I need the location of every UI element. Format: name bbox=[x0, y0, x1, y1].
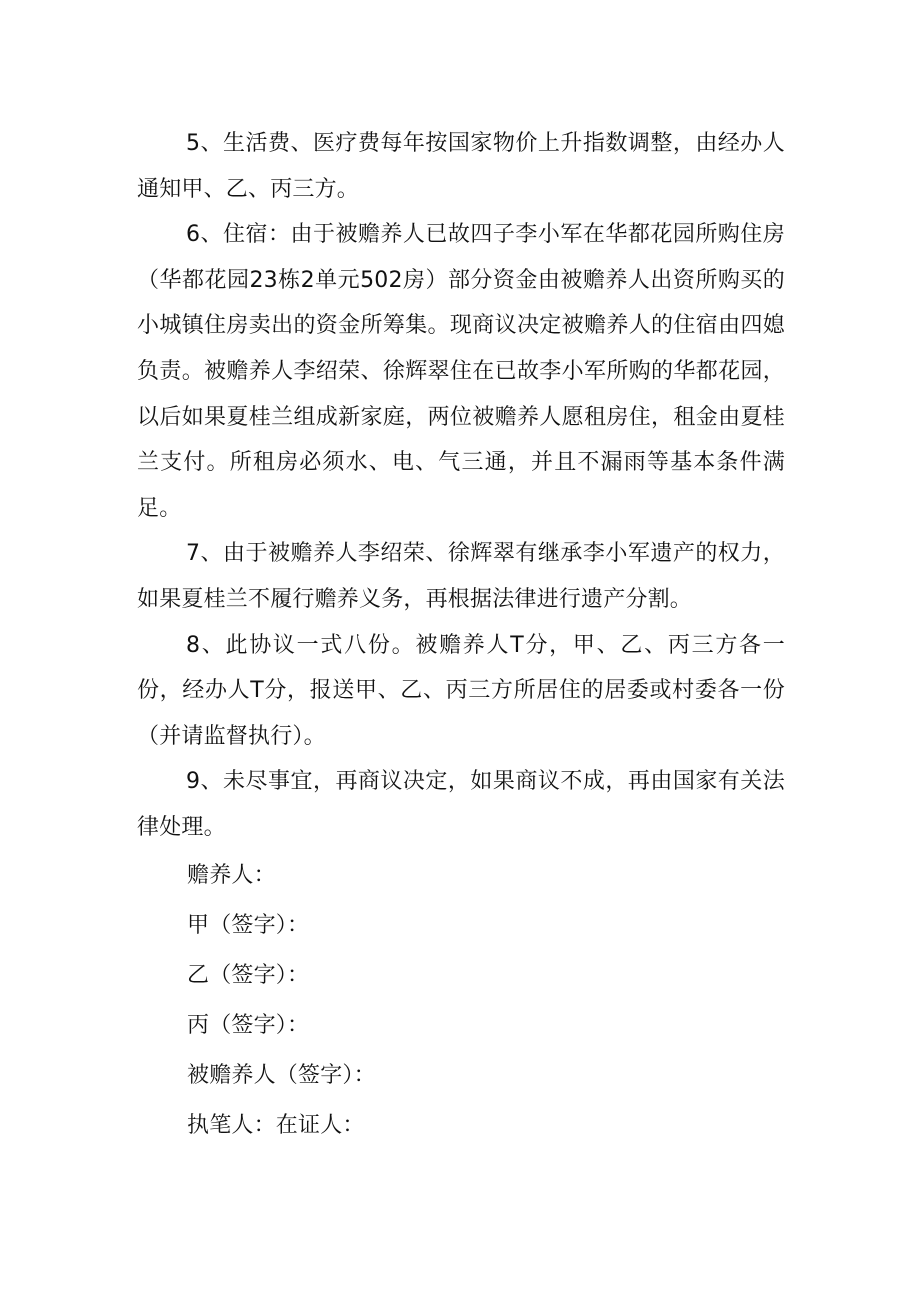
clause-7: 7、由于被赡养人李绍荣、徐辉翠有继承李小军遗产的权力，如果夏桂兰不履行赡养义务，再根据法律进行遗产分割。 bbox=[137, 541, 785, 612]
clause-6: 6、住宿：由于被赡养人已故四子李小军在华都花园所购住房（华都花园23栋2单元502房）部分资金由被赡养人出资所购买的小城镇住房卖出的资金所筹集。现商议决定被赡养人的住宿由四媳负责。被赡养人李绍荣、徐辉翠住在已故李小军所购的华都花园，以后如果夏桂兰组成新家庭，两位被赡养人愿租房住，租金由夏桂兰支付。所租房必须水、电、气三通，并且不漏雨等基本条件满足。 bbox=[137, 222, 785, 521]
writer-witness-line: 执笔人：在证人： bbox=[187, 1112, 365, 1138]
signature-block bbox=[137, 851, 785, 1151]
party-b-signature-line: 乙（签字）： bbox=[187, 962, 310, 988]
clause-8: 8、此协议一式八份。被赡养人T分，甲、乙、丙三方各一份，经办人T分，报送甲、乙、丙三方所居住的居委或村委各一份（并请监督执行）。 bbox=[137, 632, 785, 749]
clause-9: 9、未尽事宜，再商议决定，如果商议不成，再由国家有关法律处理。 bbox=[137, 769, 785, 840]
party-a-signature-line: 甲（签字）： bbox=[187, 912, 310, 938]
clause-5: 5、生活费、医疗费每年按国家物价上升指数调整，由经办人通知甲、乙、丙三方。 bbox=[137, 131, 785, 202]
party-c-signature-line: 丙（签字）： bbox=[187, 1012, 310, 1038]
supporters-label: 赡养人： bbox=[187, 862, 276, 888]
document-body bbox=[137, 121, 785, 1151]
supported-signature-line: 被赡养人（签字）： bbox=[187, 1062, 376, 1088]
